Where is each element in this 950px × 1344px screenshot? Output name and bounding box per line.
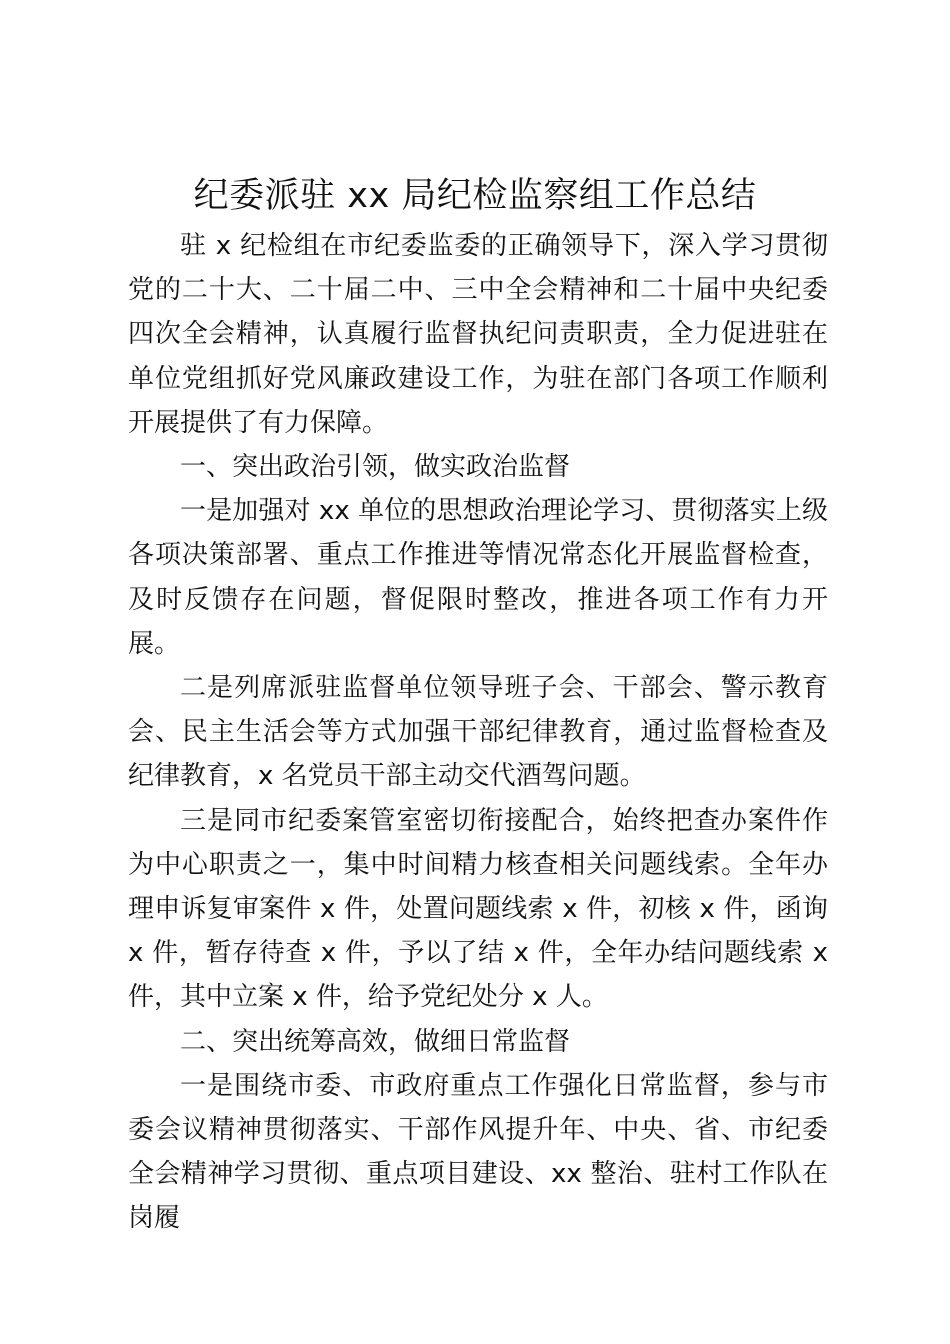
intro-paragraph: 驻 x 纪检组在市纪委监委的正确领导下，深入学习贯彻党的二十大、二十届二中、三中全会精神和二十届中央纪委四次全会精神，认真履行监督执纪问责职责，全力促进驻在单位党组抓好党风廉政建设工作，为驻在部门各项工作顺利开展提供了有力保障。 [128,231,828,438]
section-2-paragraph-1: 一是围绕市委、市政府重点工作强化日常监督，参与市委会议精神贯彻落实、干部作风提升年、中央、省、市纪委全会精神学习贯彻、重点项目建设、xx 整治、驻村工作队在岗履 [128,1070,828,1234]
section-1-paragraph-1: 一是加强对 xx 单位的思想政治理论学习、贯彻落实上级各项决策部署、重点工作推进等情况常态化开展监督检查，及时反馈存在问题，督促限时整改，推进各项工作有力开展。 [128,496,828,659]
section-2-heading: 二、突出统筹高效，做细日常监督 [180,1026,571,1057]
section-1-paragraph-3: 三是同市纪委案管室密切衔接配合，始终把查办案件作为中心职责之一，集中时间精力核查相关问题线索。全年办理申诉复审案件 x 件，处置问题线索 x 件，初核 x 件，函询 x 件，暂存待查 x 件，予以了结 x 件，全年办结问题线索 x 件，其中立案 x 件，给予党纪处分 x 人。 [128,805,828,1013]
document-body [128,224,828,1241]
section-1-paragraph-2: 二是列席派驻监督单位领导班子会、干部会、警示教育会、民主生活会等方式加强干部纪律教育，通过监督检查及纪律教育，x 名党员干部主动交代酒驾问题。 [128,673,828,792]
document-title: 纪委派驻 xx 局纪检监察组工作总结 [193,176,757,216]
section-1-heading: 一、突出政治引领，做实政治监督 [180,452,571,483]
